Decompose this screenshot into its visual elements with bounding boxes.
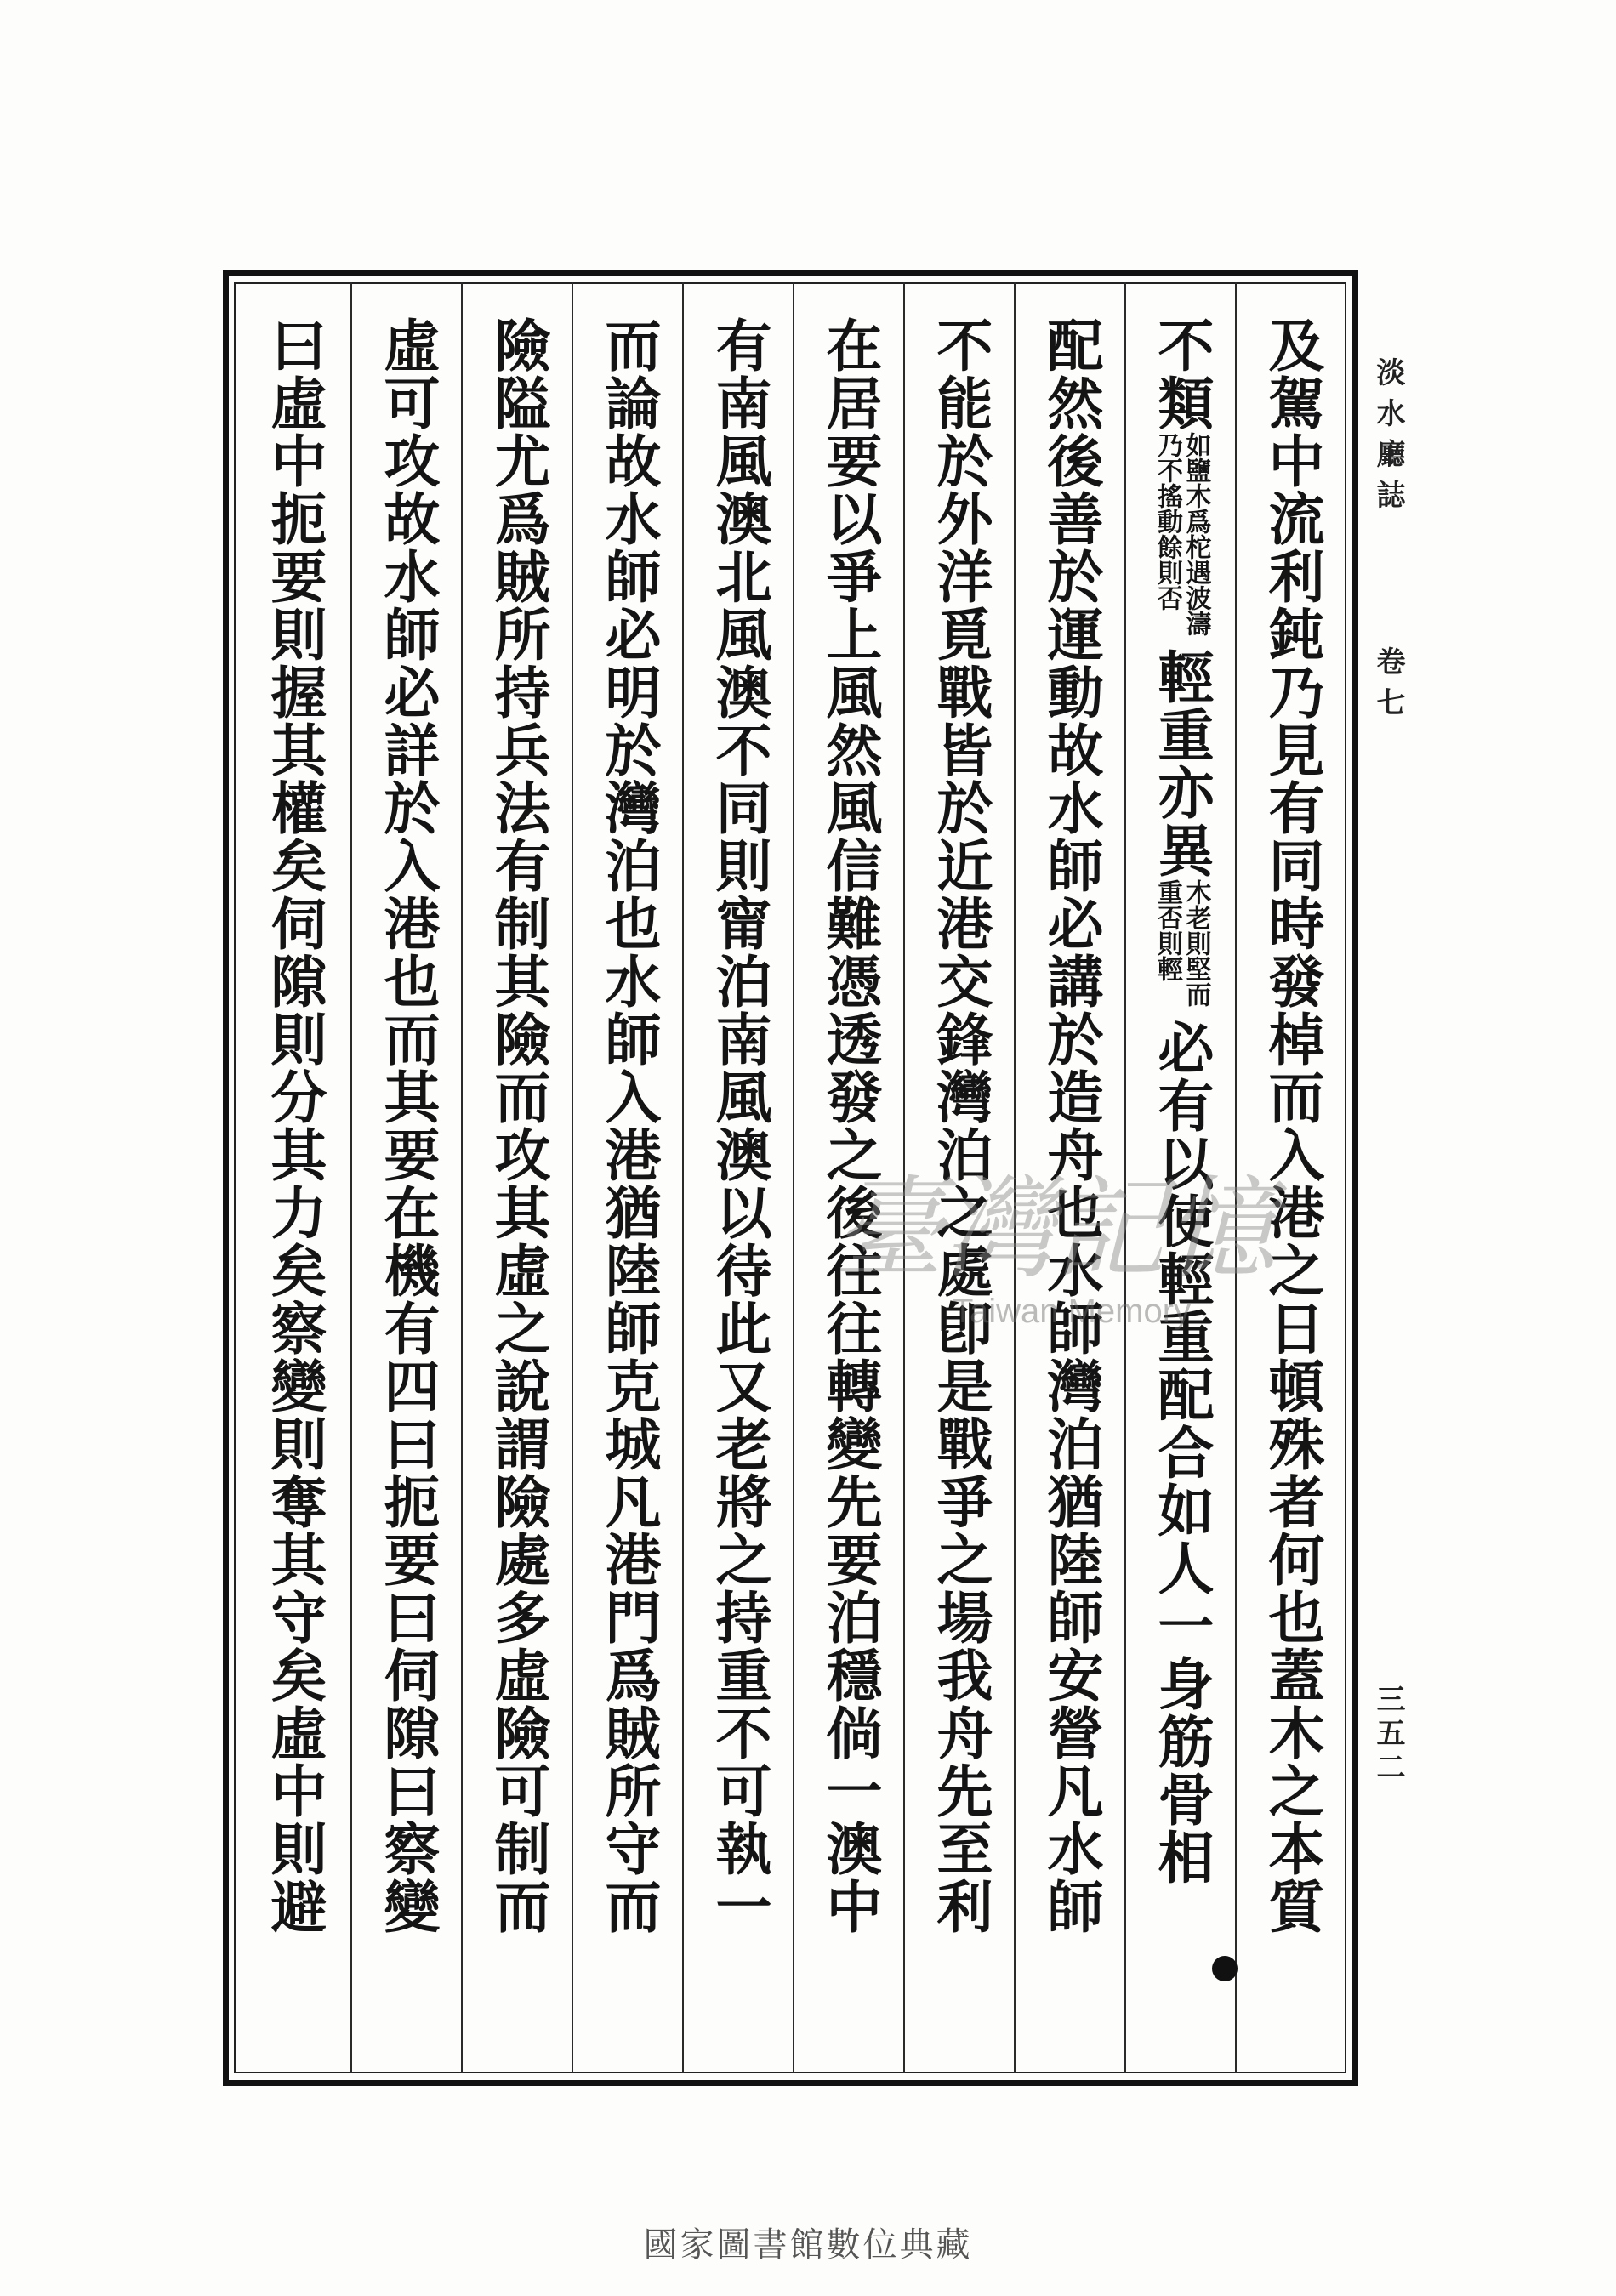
note-line: 木老則堅而 [1181, 879, 1211, 1007]
column-text: 不類 [1148, 316, 1215, 432]
column-text: 配然後善於運動故水師必講於造舟也水師灣泊猶陸師安營凡水師 [1038, 316, 1104, 1935]
column-text: 不能於外洋覓戰皆於近港交鋒灣泊之處卽是戰爭之場我舟先至利 [927, 316, 993, 1935]
page-number: 三五二 [1371, 1684, 1405, 1786]
taiwan-memory-watermark [817, 1139, 1293, 1361]
text-column-9 [356, 282, 459, 2073]
column-text: 在居要以爭上風然風信難憑透發之後往往轉變先要泊穩倘一澳中 [817, 316, 883, 1935]
ink-blot [1212, 1956, 1238, 1981]
watermark-english: Taiwan Memory [952, 1293, 1192, 1330]
column-rule [682, 282, 684, 2073]
interlinear-note [1154, 432, 1209, 636]
text-column-10 [240, 282, 349, 2073]
column-text: 曰虛中扼要則握其權矣伺隙則分其力矣察變則奪其守矣虛中則避 [261, 316, 327, 1935]
text-column-7 [577, 282, 680, 2073]
note-line: 乃不搖動餘則否 [1152, 432, 1182, 611]
text-column-6 [687, 282, 791, 2073]
column-text: 有南風澳北風澳不同則甯泊南風澳以待此又老將之持重不可執一 [706, 316, 772, 1935]
interlinear-note [1154, 879, 1209, 1007]
text-column-2 [1129, 316, 1233, 1886]
note-line: 重否則輕 [1152, 879, 1182, 981]
footer-credit: 國家圖書館數位典藏 [643, 2225, 973, 2265]
column-rule [461, 282, 463, 2073]
book-title: 淡水廳誌 [1371, 357, 1405, 520]
text-column-8 [466, 282, 570, 2073]
column-rule [350, 282, 352, 2073]
column-text: 必有以使輕重配合如人一身筋骨相 [1148, 1019, 1215, 1886]
note-line: 如鹽木爲柁遇波濤 [1181, 432, 1211, 636]
watermark-chinese: 臺灣記憶 [833, 1164, 1277, 1293]
column-text: 而論故水師必明於灣泊也水師入港猶陸師克城凡港門爲賊所守而 [595, 316, 662, 1935]
column-text: 及駕中流利鈍乃見有同時發棹而入港之日頓殊者何也蓋木之本質 [1259, 316, 1325, 1935]
column-text: 險隘尤爲賊所持兵法有制其險而攻其虛之說謂險處多虛險可制而 [485, 316, 551, 1935]
column-text: 輕重亦異 [1148, 648, 1215, 879]
column-text: 虛可攻故水師必詳於入港也而其要在機有四曰扼要曰伺隙曰察變 [374, 316, 441, 1935]
volume-label: 卷七 [1371, 646, 1405, 728]
column-rule [572, 282, 573, 2073]
column-rule [793, 282, 794, 2073]
